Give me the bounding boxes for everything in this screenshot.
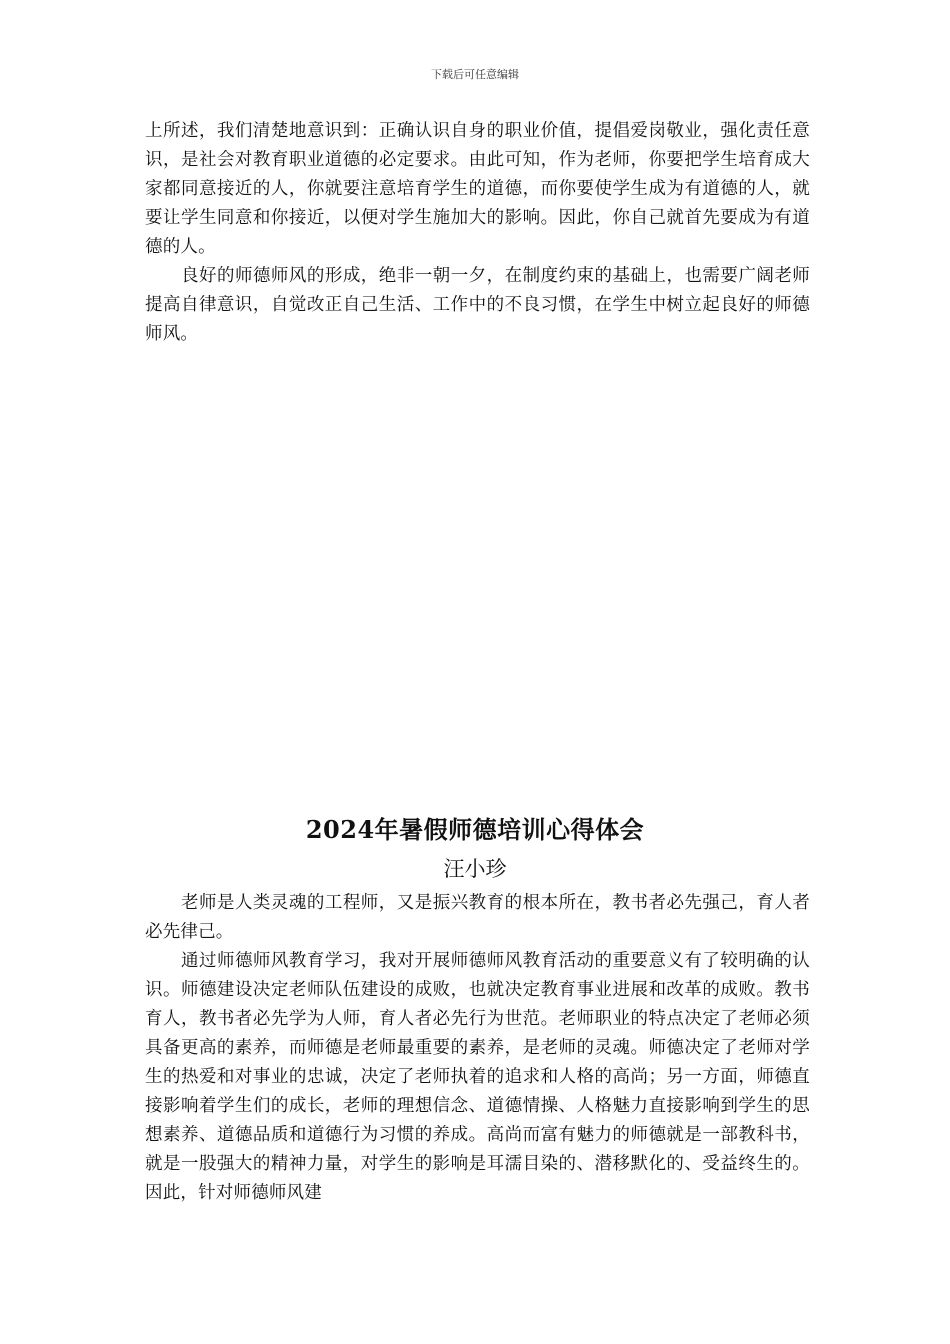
paragraph: 上所述，我们清楚地意识到：正确认识自身的职业价值，提倡爱岗敬业，强化责任意识，是社会对教育职业道德的必定要求。由此可知，作为老师，你要把学生培育成大家都同意接近的人，你就要注意培育学生的道德，而你要使学生成为有道德的人，就要让学生同意和你接近，以便对学生施加大的影响。因此，你自己就首先要成为有道德的人。 bbox=[145, 121, 810, 257]
paragraph: 通过师德师风教育学习，我对开展师德师风教育活动的重要意义有了较明确的认识。师德建设决定老师队伍建设的成败，也就决定教育事业进展和改革的成败。教书育人，教书者必先学为人师，育人者必先行为世范。老师职业的特点决定了老师必须具备更高的素养，而师德是老师最重要的素养，是老师的灵魂。师德决定了老师对学生的热爱和对事业的忠诚，决定了老师执着的追求和人格的高尚；另一方面，师德直接影响着学生们的成长，老师的理想信念、道德情操、人格魅力直接影响到学生的思想素养、道德品质和道德行为习惯的养成。高尚而富有魅力的师德就是一部教科书，就是一股强大的精神力量，对学生的影响是耳濡目染的、潜移默化的、受益终生的。因此，针对师德师风建 bbox=[145, 951, 810, 1203]
continuation-text bbox=[145, 117, 810, 349]
page-header-note: 下载后可任意编辑 bbox=[431, 68, 519, 81]
article-body bbox=[145, 889, 810, 1208]
article-title: 2024年暑假师德培训心得体会 bbox=[305, 815, 645, 844]
paragraph: 良好的师德师风的形成，绝非一朝一夕，在制度约束的基础上，也需要广阔老师提高自律意识，自觉改正自己生活、工作中的不良习惯，在学生中树立起良好的师德师风。 bbox=[145, 266, 810, 344]
article-author: 汪小珍 bbox=[443, 857, 507, 881]
paragraph: 老师是人类灵魂的工程师，又是振兴教育的根本所在，教书者必先强己，育人者必先律己。 bbox=[145, 893, 810, 942]
